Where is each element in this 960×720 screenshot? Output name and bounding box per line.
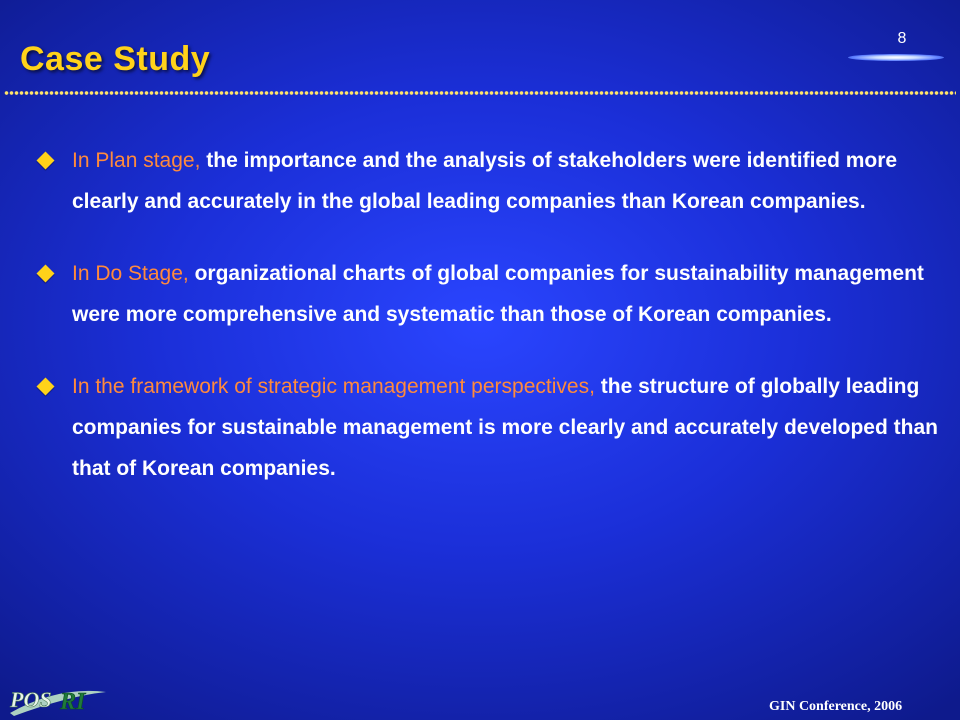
bullet-text: the structure of globally leading companies for sustainable management is more clearly and accurately developed than that of Korean companies. <box>72 375 938 480</box>
bullet-item-do-stage <box>38 253 938 335</box>
svg-text:POS: POS <box>10 687 52 712</box>
bullet-item-framework <box>38 366 938 489</box>
bullet-highlight: In Plan stage, <box>72 149 201 172</box>
diamond-bullet-icon <box>36 377 54 395</box>
dotted-divider <box>4 90 956 96</box>
bullet-highlight: In Do Stage, <box>72 262 189 285</box>
bullet-item-plan-stage <box>38 140 938 222</box>
slide-title: Case Study <box>20 40 211 78</box>
bullet-list <box>38 140 938 520</box>
slide-number-swoosh <box>848 54 944 61</box>
bullet-text: the importance and the analysis of stakeholders were identified more clearly and accurately in the global leading companies than Korean companies. <box>72 149 898 213</box>
diamond-bullet-icon <box>36 264 54 282</box>
bullet-highlight: In the framework of strategic management perspectives, <box>72 375 595 398</box>
conference-footer: GIN Conference, 2006 <box>769 699 903 714</box>
diamond-bullet-icon <box>36 151 54 169</box>
posri-logo <box>6 680 110 718</box>
svg-text:RI: RI <box>60 689 86 715</box>
bullet-text: organizational charts of global companies for sustainability management were more comprehensive and systematic than those of Korean companies. <box>72 262 924 326</box>
slide-number: 8 <box>897 30 907 47</box>
